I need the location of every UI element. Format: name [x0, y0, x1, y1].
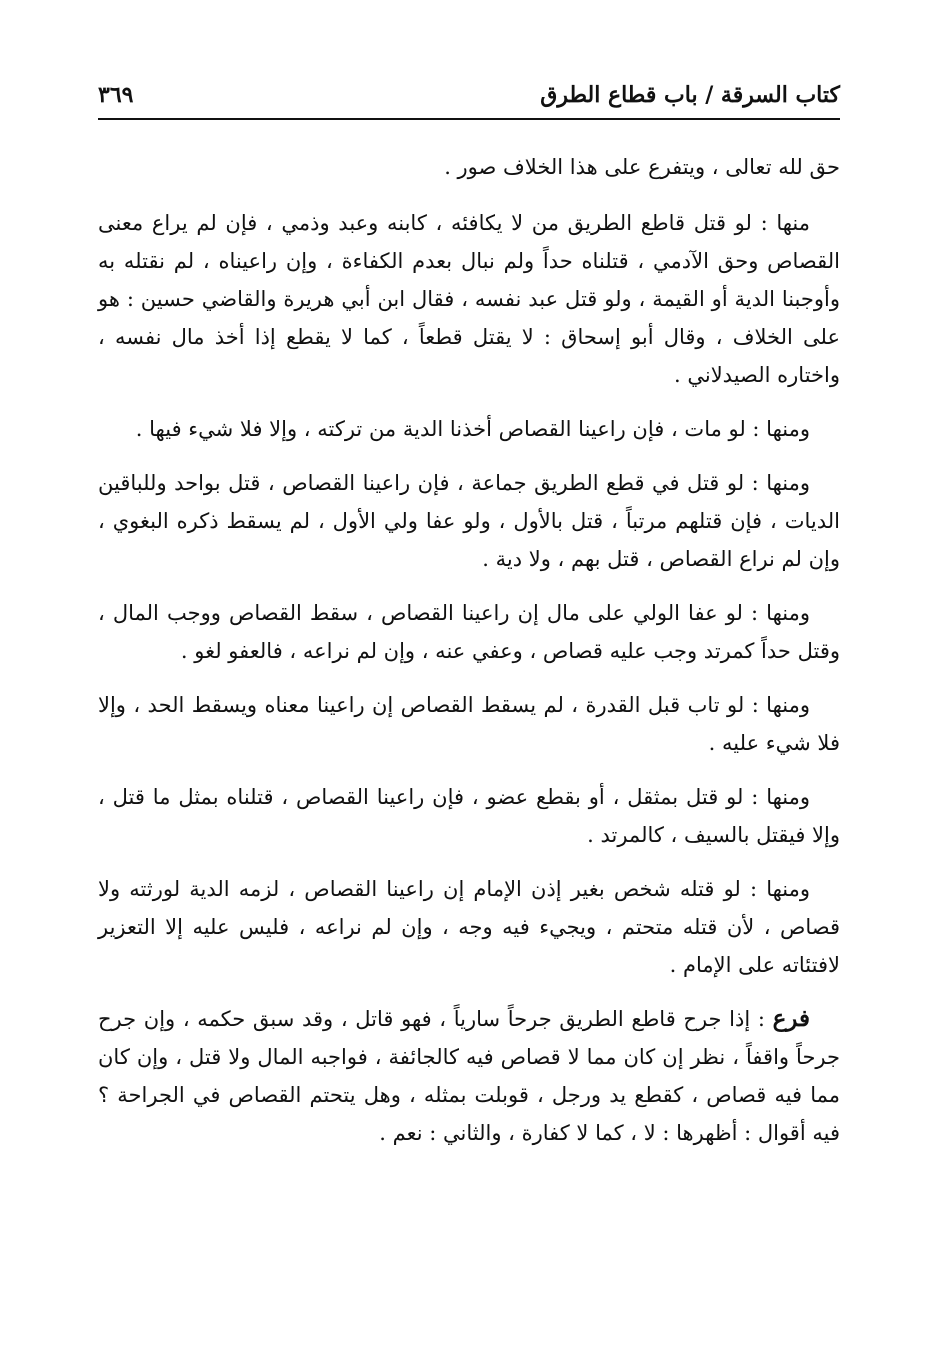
far-heading: فرع [772, 1005, 810, 1032]
running-header [98, 78, 840, 120]
paragraph [98, 594, 840, 670]
paragraph [98, 204, 840, 394]
page-number: ٣٦٩ [98, 82, 134, 108]
paragraph [98, 778, 840, 854]
paragraph [98, 410, 840, 448]
paragraph-text: : إذا جرح قاطع الطريق جرحاً سارياً ، فهو قاتل ، وقد سبق حكمه ، وإن جرح جرحاً واقفاً ، نظر إن كان مما لا قصاص فيه كالجائفة ، فواجبه المال ولا قتل ، وإن كان مما فيه قصاص ، كقطع يد ورجل ، قوبلت بمثله ، وهل يتحتم القصاص في الجراحة ؟ فيه أقوال : أظهرها : لا ، كما لا كفارة ، والثاني : نعم . [98, 1007, 840, 1145]
paragraph-far [98, 1000, 840, 1152]
paragraph-text: حق لله تعالى ، ويتفرع على هذا الخلاف صور . [444, 155, 840, 179]
chapter-title: كتاب السرقة / باب قطاع الطرق [540, 82, 840, 108]
paragraph-text: منها : لو قتل قاطع الطريق من لا يكافئه ، كابنه وعبد وذمي ، فإن لم يراع معنى القصاص وحق الآدمي ، قتلناه حداً ولم نبال بعدم الكفاءة ، وإن راعيناه ، لم نقتله به وأوجبنا الدية أو القيمة ، ولو قتل عبد نفسه ، فقال ابن أبي هريرة والقاضي حسين : هو على الخلاف ، وقال أبو إسحاق : لا يقتل قطعاً ، كما لا يقطع إذا أخذ مال نفسه ، واختاره الصيدلاني . [98, 211, 840, 387]
paragraph [98, 686, 840, 762]
main-text [98, 148, 840, 1152]
paragraph-text: ومنها : لو قتل في قطع الطريق جماعة ، فإن راعينا القصاص ، قتل بواحد وللباقين الديات ، فإن قتلهم مرتباً ، قتل بالأول ، ولو عفا ولي الأول ، لم يسقط ذكره البغوي ، وإن لم نراع القصاص ، قتل بهم ، ولا دية . [98, 471, 840, 571]
paragraph-text: ومنها : لو عفا الولي على مال إن راعينا القصاص ، سقط القصاص ووجب المال ، وقتل حداً كمرتد وجب عليه قصاص ، وعفي عنه ، وإن لم نراعه ، فالعفو لغو . [98, 601, 840, 663]
book-page [98, 78, 840, 1168]
paragraph-text: ومنها : لو قتل بمثقل ، أو بقطع عضو ، فإن راعينا القصاص ، قتلناه بمثل ما قتل ، وإلا فيقتل بالسيف ، كالمرتد . [98, 785, 840, 847]
paragraph [98, 464, 840, 578]
paragraph-text: ومنها : لو مات ، فإن راعينا القصاص أخذنا الدية من تركته ، وإلا فلا شيء فيها . [135, 417, 810, 441]
paragraph-text: ومنها : لو تاب قبل القدرة ، لم يسقط القصاص إن راعينا معناه ويسقط الحد ، وإلا فلا شيء عليه . [98, 693, 840, 755]
paragraph-text: ومنها : لو قتله شخص بغير إذن الإمام إن راعينا القصاص ، لزمه الدية لورثته ولا قصاص ، لأن قتله متحتم ، ويجيء فيه وجه ، وإن لم نراعه ، فليس عليه إلا التعزير لافتئاته على الإمام . [98, 877, 840, 977]
paragraph [98, 870, 840, 984]
paragraph-continuation [98, 148, 840, 186]
